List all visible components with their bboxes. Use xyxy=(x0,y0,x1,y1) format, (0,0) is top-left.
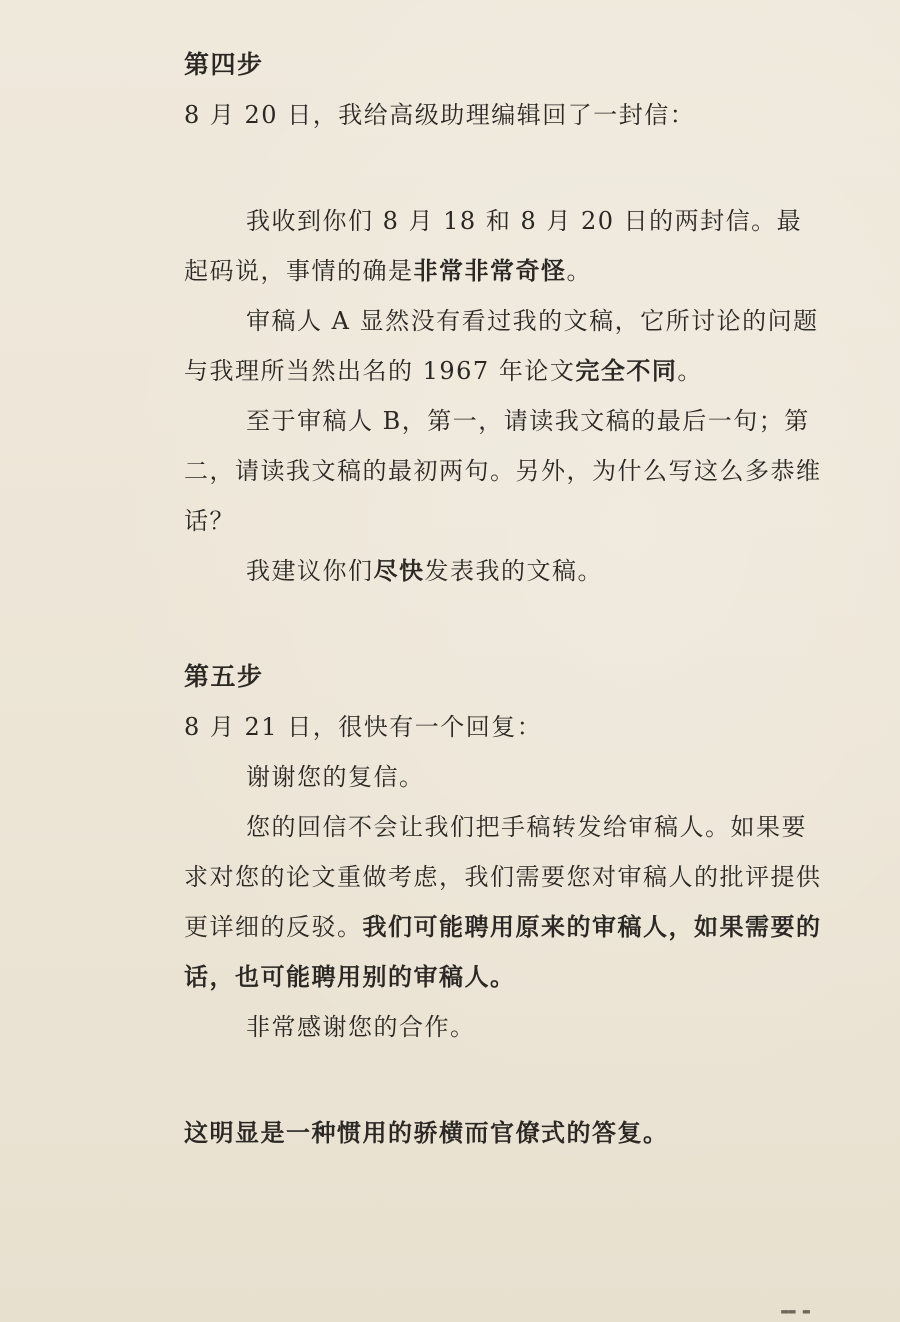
conclusion: 这明显是一种惯用的骄横而官僚式的答复。 xyxy=(184,1119,669,1147)
page-footer-mark: ▬▬ ▬ xyxy=(781,1304,810,1318)
step4-letter-p4: 我建议你们尽快发表我的文稿。 xyxy=(246,557,603,585)
step5-reply-p2: 您的回信不会让我们把手稿转发给审稿人。如果要求对您的论文重做考虑，我们需要您对审稿人的批评提供更详细的反驳。我们可能聘用原来的审稿人，如果需要的话，也可能聘用别的审稿人。 xyxy=(184,813,822,991)
step4-intro: 8 月 20 日，我给高级助理编辑回了一封信： xyxy=(184,101,696,129)
step4-letter-p3: 至于审稿人 B，第一，请读我文稿的最后一句；第二，请读我文稿的最初两句。另外，为什么写这么多恭维话？ xyxy=(184,407,822,535)
step5-reply-p1: 谢谢您的复信。 xyxy=(246,763,425,791)
step4-letter-p1: 我收到你们 8 月 18 和 8 月 20 日的两封信。最起码说，事情的确是非常非常奇怪。 xyxy=(184,207,803,285)
step5-reply-p3: 非常感谢您的合作。 xyxy=(246,1013,476,1041)
step4-heading: 第四步 xyxy=(184,50,264,79)
step4-letter-p2: 审稿人 A 显然没有看过我的文稿，它所讨论的问题与我理所当然出名的 1967 年论文完全不同。 xyxy=(184,307,819,385)
page-content xyxy=(184,40,824,1158)
step5-heading: 第五步 xyxy=(184,662,264,691)
step5-intro: 8 月 21 日，很快有一个回复： xyxy=(184,713,543,741)
